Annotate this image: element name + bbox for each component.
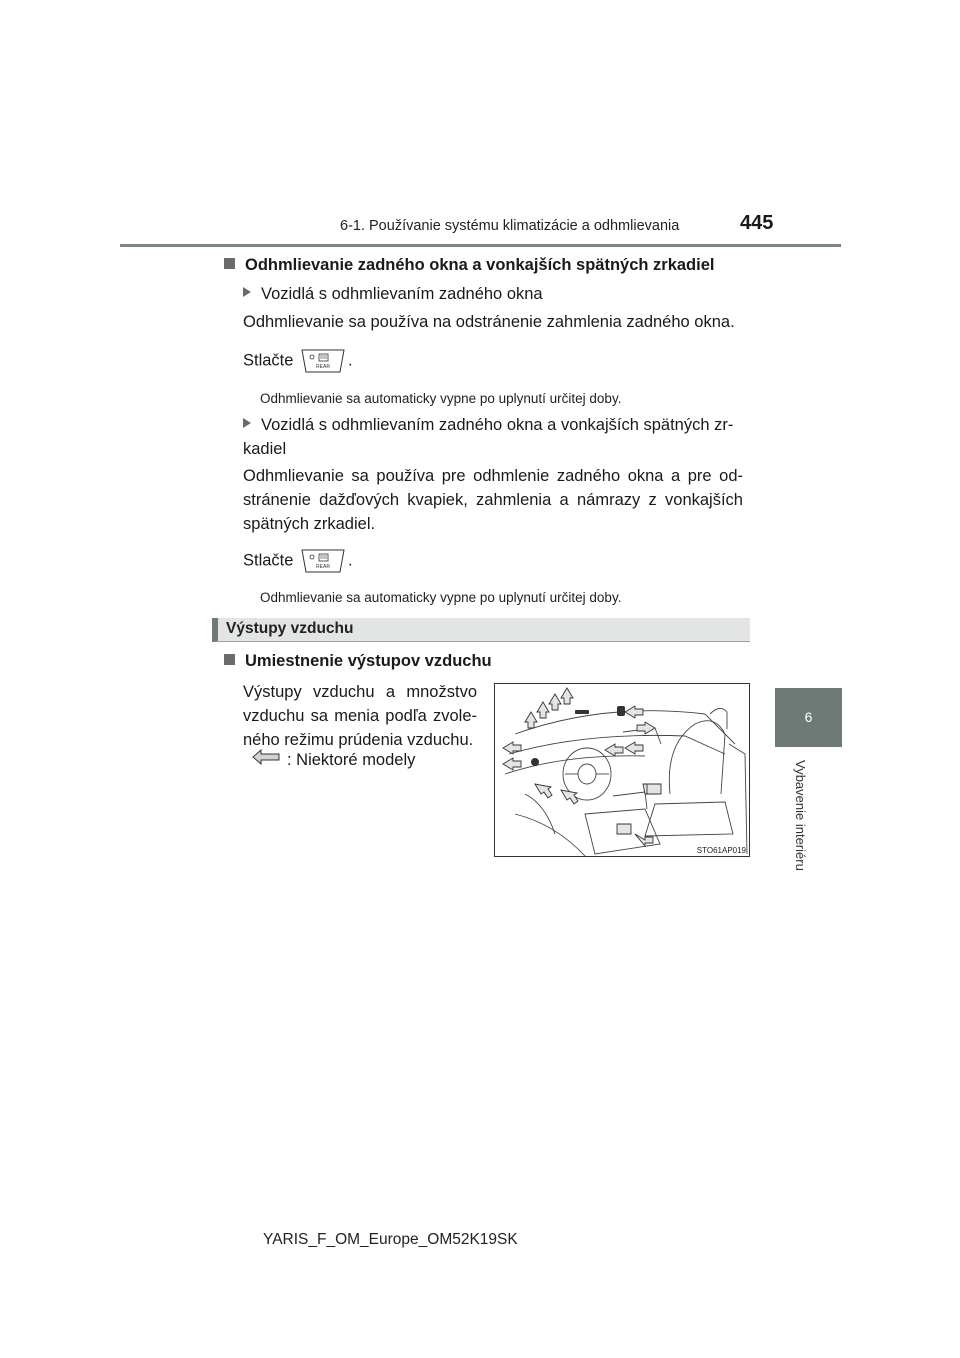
chapter-number: 6 — [804, 709, 813, 725]
footer-doc-code: YARIS_F_OM_Europe_OM52K19SK — [263, 1231, 518, 1248]
figure-code: STO61AP019 — [696, 846, 746, 855]
section-title-bar: Výstupy vzduchu — [212, 618, 750, 642]
key-label: REAR — [316, 564, 330, 570]
air-outlets-description: Výstupy vzduchu a množstvo vzduchu sa menia podľa zvole-ného režimu prúdenia vzduchu. — [243, 683, 477, 749]
page-number: 445 — [740, 212, 774, 234]
square-bullet-icon — [224, 654, 235, 665]
triangle-bullet-icon — [243, 418, 251, 428]
variant-2-note: Odhmlievanie sa automaticky vypne po uplynutí určitej doby. — [260, 590, 622, 605]
car-interior-drawing — [495, 684, 750, 857]
air-outlets-heading: Umiestnenie výstupov vzduchu — [224, 652, 492, 671]
legend-row: : Niektoré modely — [251, 747, 415, 774]
rear-defogger-key-icon — [300, 548, 346, 574]
rear-defogger-heading: Odhmlievanie zadného okna a vonkajších spätných zrkadiel — [224, 256, 715, 275]
variant-1-press-instruction: Stlačte REAR . — [243, 348, 353, 374]
variant-2-description: Odhmlievanie sa používa pre odhmlenie zadného okna a pre od-stránenie dažďových kvapiek, zahmlenia a námrazy z vonkajších spätných zrkadiel. — [243, 467, 743, 533]
chapter-tab — [775, 688, 842, 747]
square-bullet-icon — [224, 258, 235, 269]
running-header: 6-1. Používanie systému klimatizácie a odhmlievania — [340, 218, 680, 234]
triangle-bullet-icon — [243, 287, 251, 297]
outlet-arrow-legend-icon — [251, 747, 281, 774]
variant-1-label: Vozidlá s odhmlievaním zadného okna — [243, 282, 543, 306]
rear-defogger-key-icon — [300, 348, 346, 374]
variant-2-label: Vozidlá s odhmlievaním zadného okna a vonkajších spätných zr-kadiel — [243, 416, 734, 458]
air-outlets-illustration — [494, 683, 750, 857]
variant-1-note: Odhmlievanie sa automaticky vypne po uplynutí určitej doby. — [260, 391, 622, 406]
variant-2-press-instruction: Stlačte REAR . — [243, 548, 353, 574]
variant-1-description: Odhmlievanie sa používa na odstránenie zahmlenia zadného okna. — [243, 313, 735, 331]
chapter-tab-label: Vybavenie interiéru — [793, 760, 808, 871]
key-label: REAR — [316, 364, 330, 370]
header-rule — [120, 244, 841, 247]
